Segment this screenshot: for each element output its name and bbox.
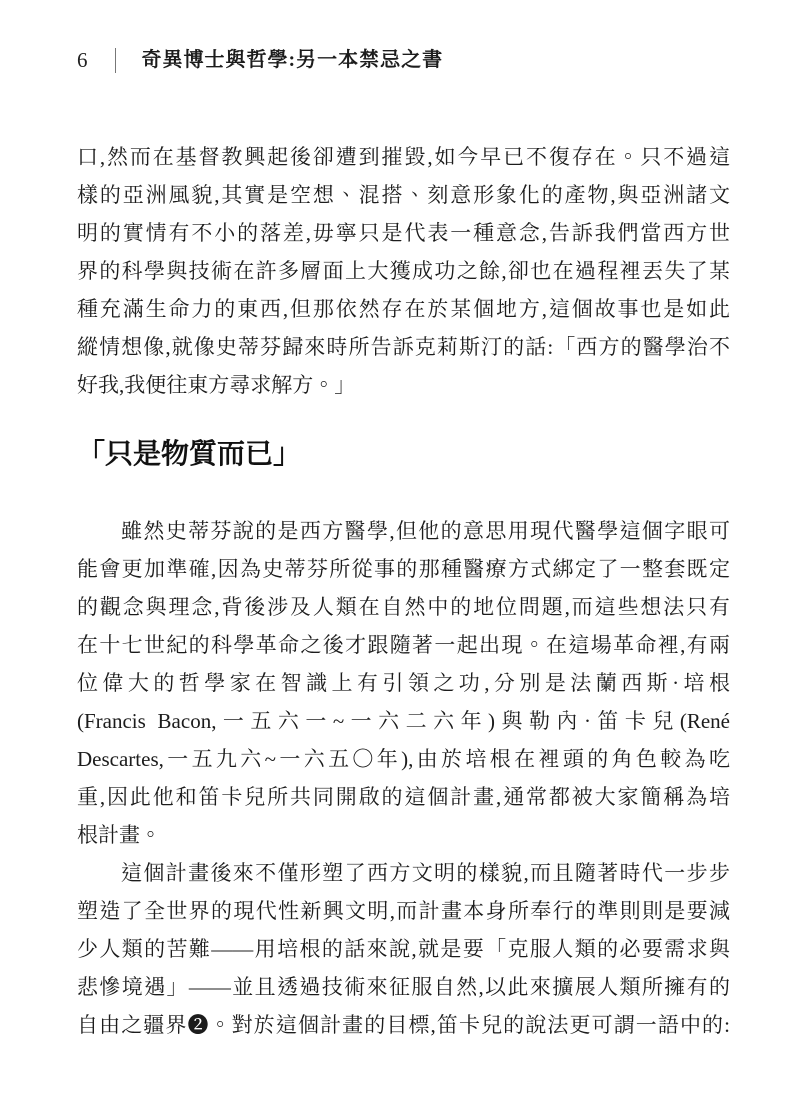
text-line: 自由之疆界❷。對於這個計畫的目標,笛卡兒的說法更可謂一語中的: <box>77 1013 730 1037</box>
text-line: 樣的亞洲風貌,其實是空想、混搭、刻意形象化的產物,與亞洲諸文 <box>77 183 730 207</box>
text-line: 悲慘境遇」——並且透過技術來征服自然,以此來擴展人類所擁有的 <box>77 975 730 999</box>
page-number: 6 <box>77 48 88 72</box>
text-line: 這個計畫後來不僅形塑了西方文明的樣貌,而且隨著時代一步步 <box>121 861 730 885</box>
paragraph <box>77 138 730 404</box>
text-line: Descartes,一五九六~一六五〇年),由於培根在裡頭的角色較為吃 <box>77 747 730 771</box>
page-header <box>77 44 443 76</box>
text-line: 明的實情有不小的落差,毋寧只是代表一種意念,告訴我們當西方世 <box>77 221 730 245</box>
paragraph <box>77 854 730 1044</box>
running-title: 奇異博士與哲學:另一本禁忌之書 <box>141 49 444 71</box>
text-line: 在十七世紀的科學革命之後才跟隨著一起出現。在這場革命裡,有兩 <box>77 633 730 657</box>
text-line: 縱情想像,就像史蒂芬歸來時所告訴克莉斯汀的話:「西方的醫學治不 <box>77 335 730 359</box>
text-line: 少人類的苦難——用培根的話來說,就是要「克服人類的必要需求與 <box>77 937 730 961</box>
text-line: 雖然史蒂芬說的是西方醫學,但他的意思用現代醫學這個字眼可 <box>121 519 730 543</box>
text-line: 界的科學與技術在許多層面上大獲成功之餘,卻也在過程裡丟失了某 <box>77 259 730 283</box>
text-line: (Francis Bacon,一五六一~一六二六年)與勒內·笛卡兒(René <box>77 709 730 733</box>
text-line: 重,因此他和笛卡兒所共同開啟的這個計畫,通常都被大家簡稱為培 <box>77 785 730 809</box>
text-line: 位偉大的哲學家在智識上有引領之功,分別是法蘭西斯·培根 <box>77 671 730 695</box>
text-line: 口,然而在基督教興起後卻遭到摧毀,如今早已不復存在。只不過這 <box>77 145 730 169</box>
text-line: 根計畫。 <box>77 823 161 847</box>
page-body <box>77 138 730 1044</box>
text-line: 種充滿生命力的東西,但那依然存在於某個地方,這個故事也是如此 <box>77 297 730 321</box>
text-line: 的觀念與理念,背後涉及人類在自然中的地位問題,而這些想法只有 <box>77 595 730 619</box>
paragraph <box>77 512 730 854</box>
header-divider <box>115 48 116 73</box>
section-heading: 「只是物質而已」 <box>77 439 302 470</box>
text-line: 好我,我便往東方尋求解方。」 <box>77 373 356 397</box>
text-line: 能會更加準確,因為史蒂芬所從事的那種醫療方式綁定了一整套既定 <box>77 557 730 581</box>
text-line: 塑造了全世界的現代性新興文明,而計畫本身所奉行的準則則是要減 <box>77 899 730 923</box>
